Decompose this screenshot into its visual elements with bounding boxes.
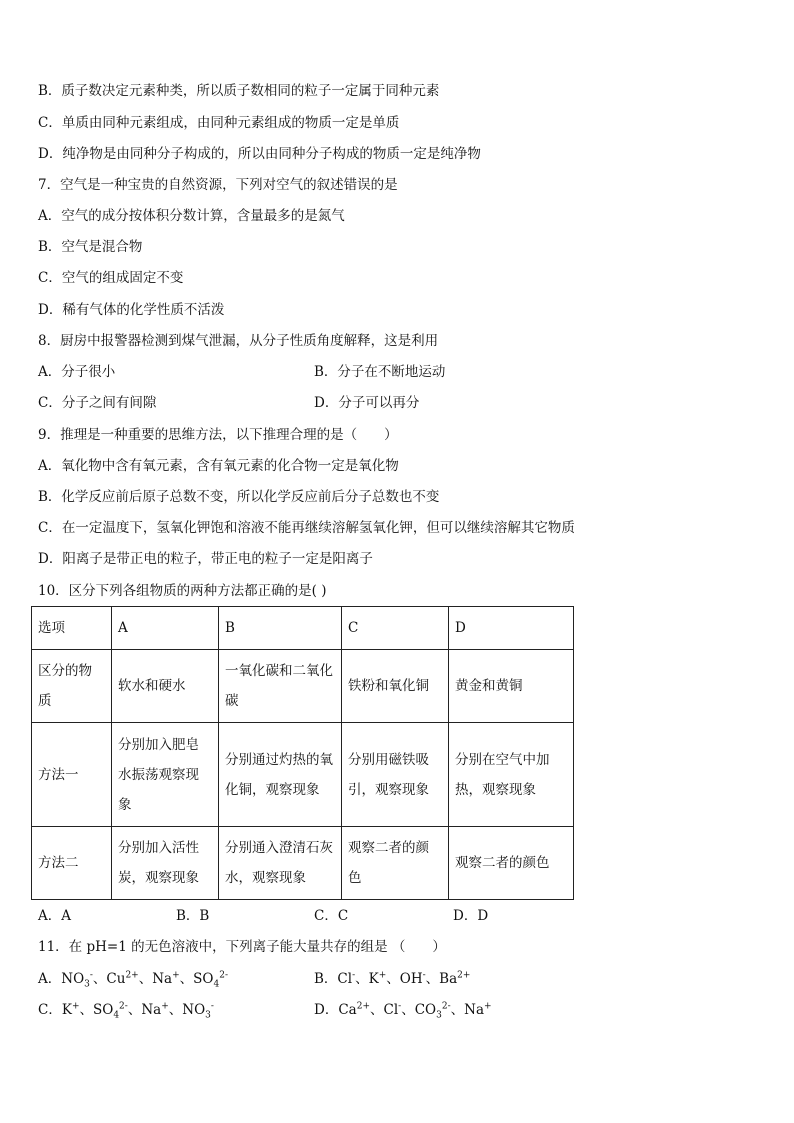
ion-symbol: SO (92, 1002, 114, 1018)
q9-option-d: D．阳离子是带正电的粒子，带正电的粒子一定是阳离子 (38, 551, 373, 567)
ion-symbol: NO (61, 971, 85, 987)
separator: 、 (370, 1002, 384, 1018)
ion-subscript: 3 (84, 979, 90, 990)
table-cell: 选项 (32, 607, 112, 650)
ion-charge: + (71, 1001, 80, 1012)
table-cell: 黄金和黄铜 (449, 650, 574, 723)
q8-option-c: C．分子之间有间隙 (38, 395, 157, 411)
ion-symbol: Na (464, 1002, 484, 1018)
table-cell: 分别通过灼热的氧化铜，观察现象 (219, 723, 342, 827)
ion-charge: + (484, 1001, 492, 1012)
separator: 、 (179, 971, 194, 987)
table-cell: 方法二 (32, 827, 112, 900)
ion-charge: 2- (119, 1001, 128, 1012)
q6-option-b: B．质子数决定元素种类，所以质子数相同的粒子一定属于同种元素 (38, 83, 440, 99)
ion-charge: 2- (219, 970, 228, 981)
ion-charge: 2- (441, 1001, 451, 1012)
q6-option-c: C．单质由同种元素组成，由同种元素组成的物质一定是单质 (38, 115, 400, 131)
q7-stem: 7．空气是一种宝贵的自然资源，下列对空气的叙述错误的是 (38, 177, 398, 193)
ion-charge: - (210, 1001, 214, 1012)
separator: 、 (92, 971, 107, 987)
table-cell: 观察二者的颜色 (342, 827, 449, 900)
q11-option-a (38, 970, 228, 988)
q10-table (31, 606, 574, 900)
q6-option-d: D．纯净物是由同种分子构成的，所以由同种分子构成的物质一定是纯净物 (38, 146, 481, 162)
q7-option-a: A．空气的成分按体积分数计算，含量最多的是氮气 (38, 208, 345, 224)
ion-charge: - (422, 970, 426, 981)
q7-option-b: B．空气是混合物 (38, 239, 143, 255)
table-cell: 一氧化碳和二氧化碳 (219, 650, 342, 723)
q11-option-b (314, 970, 470, 988)
ion-symbol: CO (414, 1002, 437, 1018)
table-cell: A (112, 607, 219, 650)
option-label: A． (38, 971, 62, 987)
separator: 、 (138, 971, 153, 987)
ion-symbol: OH (399, 971, 423, 987)
ion-charge: + (161, 1001, 169, 1012)
q10-option-c: C．C (314, 908, 349, 924)
ion-subscript: 3 (436, 1010, 442, 1021)
option-label: D． (314, 1002, 339, 1018)
ion-symbol: Na (141, 1002, 162, 1018)
separator: 、 (127, 1002, 142, 1018)
q11-option-d (314, 1001, 492, 1019)
q7-option-c: C．空气的组成固定不变 (38, 270, 184, 286)
ion-symbol: Ba (439, 971, 458, 987)
table-cell: 方法一 (32, 723, 112, 827)
table-cell: C (342, 607, 449, 650)
table-cell: 观察二者的颜色 (449, 827, 574, 900)
separator: 、 (386, 971, 400, 987)
q8-stem: 8．厨房中报警器检测到煤气泄漏，从分子性质角度解释，这是利用 (38, 333, 439, 349)
ion-symbol: Na (152, 971, 173, 987)
option-label: B． (314, 971, 338, 987)
ion-symbol: K (368, 971, 379, 987)
q10-option-b: B．B (176, 908, 210, 924)
q10-stem: 10．区分下列各组物质的两种方法都正确的是( ) (38, 583, 327, 599)
ion-symbol: Cl (337, 971, 353, 987)
table-cell: 分别加入活性炭，观察现象 (112, 827, 219, 900)
ion-charge: 2+ (125, 970, 139, 981)
ion-symbol: Cu (106, 971, 126, 987)
ion-charge: - (352, 970, 356, 981)
q10-option-a: A．A (38, 908, 71, 924)
ion-subscript: 4 (113, 1010, 120, 1021)
table-cell: 分别通入澄清石灰水，观察现象 (219, 827, 342, 900)
ion-charge: 2+ (457, 970, 471, 981)
ion-symbol: Ca (338, 1002, 357, 1018)
ion-subscript: 4 (213, 979, 220, 990)
q8-option-a: A．分子很小 (38, 364, 116, 380)
q11-option-c (38, 1001, 214, 1019)
q9-option-b: B．化学反应前后原子总数不变，所以化学反应前后分子总数也不变 (38, 489, 440, 505)
separator: 、 (425, 971, 440, 987)
q9-option-a: A．氧化物中含有氧元素，含有氧元素的化合物一定是氧化物 (38, 458, 399, 474)
table-cell: 分别用磁铁吸引，观察现象 (342, 723, 449, 827)
option-label: C． (38, 1002, 62, 1018)
q10-option-d: D．D (453, 908, 489, 924)
q8-option-d: D．分子可以再分 (314, 395, 420, 411)
table-cell: 分别加入肥皂水振荡观察现象 (112, 723, 219, 827)
q7-option-d: D．稀有气体的化学性质不活泼 (38, 302, 225, 318)
ion-charge: - (398, 1001, 402, 1012)
table-cell: 分别在空气中加热，观察现象 (449, 723, 574, 827)
q8-option-b: B．分子在不断地运动 (314, 364, 446, 380)
q11-stem: 11．在 pH=1 的无色溶液中，下列离子能大量共存的组是 （ ） (38, 939, 446, 955)
table-cell: D (449, 607, 574, 650)
ion-subscript: 3 (205, 1010, 211, 1021)
ion-charge: + (172, 970, 180, 981)
q9-option-c: C．在一定温度下，氢氧化钾饱和溶液不能再继续溶解氢氧化钾，但可以继续溶解其它物质 (38, 520, 575, 536)
table-row (32, 827, 574, 900)
separator: 、 (401, 1002, 415, 1018)
separator: 、 (79, 1002, 93, 1018)
separator: 、 (168, 1002, 183, 1018)
q9-stem: 9．推理是一种重要的思维方法，以下推理合理的是（ ） (38, 427, 398, 443)
ion-symbol: NO (182, 1002, 206, 1018)
ion-charge: - (89, 970, 93, 981)
ion-symbol: SO (193, 971, 214, 987)
ion-symbol: Cl (383, 1002, 399, 1018)
table-cell: 铁粉和氧化铜 (342, 650, 449, 723)
table-header-row (32, 607, 574, 650)
table-cell: B (219, 607, 342, 650)
ion-charge: 2+ (356, 1001, 370, 1012)
table-row (32, 650, 574, 723)
separator: 、 (450, 1002, 465, 1018)
separator: 、 (355, 971, 369, 987)
ion-symbol: K (61, 1002, 72, 1018)
ion-charge: + (378, 970, 387, 981)
table-cell: 软水和硬水 (112, 650, 219, 723)
table-row (32, 723, 574, 827)
table-cell: 区分的物质 (32, 650, 112, 723)
